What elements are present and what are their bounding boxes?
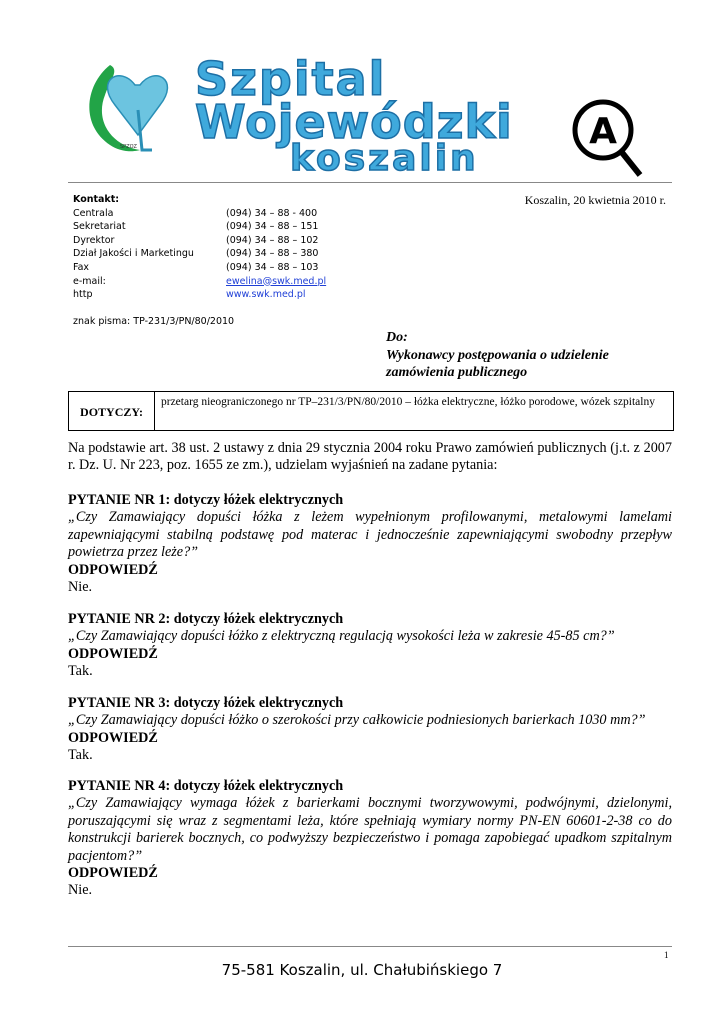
logo-word-szpital: Szpital (195, 52, 387, 106)
qa-item (68, 778, 672, 900)
heart-emblem-icon (89, 65, 167, 151)
answer-text: Tak. (68, 663, 93, 680)
recipient-block (386, 329, 609, 382)
footer-address: 75-581 Koszalin, ul. Chałubińskiego 7 (221, 961, 503, 979)
page-number: 1 (664, 950, 669, 960)
contact-row (73, 247, 403, 261)
contact-label: http (73, 289, 93, 301)
footer-divider (68, 946, 672, 947)
reference-number: znak pisma: TP-231/3/PN/80/2010 (73, 316, 235, 327)
contact-value: (094) 34 – 88 – 151 (226, 221, 319, 233)
contact-row (73, 275, 403, 289)
answer-title: ODPOWIEDŹ (68, 561, 158, 578)
contact-row (73, 220, 403, 234)
svg-text:A: A (589, 111, 617, 152)
contact-row (73, 207, 403, 221)
contact-row (73, 261, 403, 275)
recipient-label: Do: (386, 330, 408, 345)
question-text: „Czy Zamawiający dopuści łóżko z elektryczną regulacją wysokości leża w zakresie 45-85 cm?” (68, 628, 615, 645)
question-title: PYTANIE NR 4: dotyczy łóżek elektrycznych (68, 778, 344, 794)
contact-label: Fax (73, 261, 90, 273)
contact-block (73, 193, 403, 302)
question-text: „Czy Zamawiający dopuści łóżka z leżem wypełnionym profilowanymi, metalowymi lamelami zapewniającymi stabilną podstawę pod materac i jednocześnie zapewniającymi swobodny przepływ powietrza przez leże?” (68, 509, 672, 561)
answer-title: ODPOWIEDŹ (68, 865, 158, 882)
qa-item (68, 492, 672, 596)
contact-label: e-mail: (73, 275, 106, 287)
logo-word-wojewodzki: Wojewódzki (195, 95, 513, 149)
contact-value: (094) 34 – 88 - 400 (226, 207, 318, 219)
contact-label: Sekretariat (73, 221, 126, 233)
contact-row (73, 234, 403, 248)
logo-word-koszalin: koszalin (290, 138, 479, 179)
question-text: „Czy Zamawiający wymaga łóżek z barierkami bocznymi tworzywowymi, podwójnymi, dzielonymi, poruszającymi się wraz z segmentami leża, które spełniają wymiary normy PN-EN 60601-2-38 co do konstrukcji barierek bocznych, co podwyższy bezpieczeństwo i pomaga zapobiegać upadkom szpitalnym pacjentom?” (68, 795, 672, 864)
email-link[interactable]: ewelina@swk.med.pl (226, 275, 327, 287)
contact-label: Dział Jakości i Marketingu (73, 248, 194, 260)
contact-row (73, 288, 403, 302)
qa-item (68, 611, 672, 681)
website-link[interactable]: www.swk.med.pl (226, 289, 306, 301)
intro-paragraph: Na podstawie art. 38 ust. 2 ustawy z dnia 29 stycznia 2004 roku Prawo zamówień publicznych (j.t. z 2007 r. Dz. U. Nr 223, poz. 1655 ze zm.), udzielam wyjaśnień na zadane pytania: (68, 440, 672, 474)
header-divider (68, 182, 672, 183)
subject-text: przetarg nieograniczonego nr TP–231/3/PN/80/2010 – łóżka elektryczne, łóżko porodowe, wózek szpitalny (161, 396, 655, 408)
question-text: „Czy Zamawiający dopuści łóżko o szerokości przy całkowicie podniesionych barierkach 1030 mm?” (68, 712, 646, 729)
contact-value: (094) 34 – 88 – 103 (226, 261, 319, 273)
hospital-logo (80, 50, 650, 180)
answer-text: Nie. (68, 882, 93, 899)
svg-text:SPZOZ: SPZOZ (120, 144, 137, 150)
contact-label: Dyrektor (73, 234, 115, 246)
contact-value: (094) 34 – 88 – 102 (226, 234, 319, 246)
answer-text: Nie. (68, 579, 93, 596)
quality-q-icon (575, 102, 640, 175)
recipient-line: Wykonawcy postępowania o udzielenie (386, 347, 609, 363)
subject-table (68, 391, 674, 431)
recipient-line: zamówienia publicznego (386, 365, 528, 380)
question-title: PYTANIE NR 2: dotyczy łóżek elektrycznych (68, 611, 344, 627)
contact-heading: Kontakt: (73, 194, 120, 205)
contact-value: (094) 34 – 88 – 380 (226, 248, 319, 260)
question-title: PYTANIE NR 3: dotyczy łóżek elektrycznych (68, 695, 344, 711)
subject-label: DOTYCZY: (69, 392, 155, 430)
contact-label: Centrala (73, 207, 114, 219)
qa-item (68, 695, 672, 765)
question-title: PYTANIE NR 1: dotyczy łóżek elektrycznych (68, 492, 344, 508)
answer-title: ODPOWIEDŹ (68, 729, 158, 746)
letter-date: Koszalin, 20 kwietnia 2010 r. (524, 193, 666, 207)
answer-text: Tak. (68, 747, 93, 764)
answer-title: ODPOWIEDŹ (68, 645, 158, 662)
